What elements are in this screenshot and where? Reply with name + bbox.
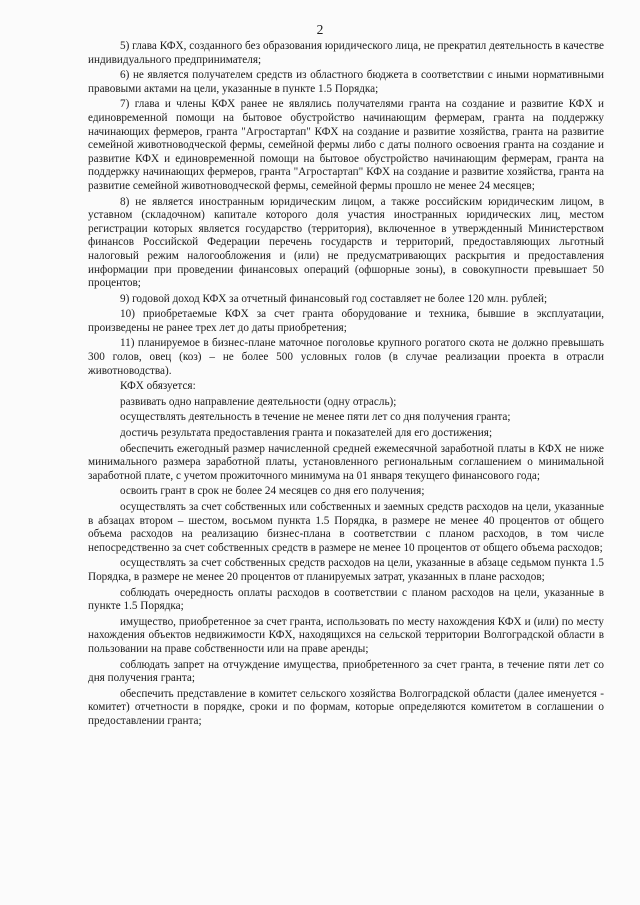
- obligation-paragraph: обеспечить ежегодный размер начисленной средней ежемесячной заработной платы в КФХ не ниже минимального размера заработной платы, установленного региональным соглашением о минимальной заработной плате, с учетом прожиточного минимума на 01 января текущего финансового года;: [88, 442, 604, 482]
- obligation-paragraph: достичь результата предоставления гранта и показателей для его достижения;: [120, 427, 493, 440]
- paragraph-item-6: 6) не является получателем средств из областного бюджета в соответствии с иными нормативными правовыми актами на цели, указанные в пункте 1.5 Порядка;: [88, 69, 604, 95]
- paragraph-item-9: 9) годовой доход КФХ за отчетный финансовый год составляет не более 120 млн. рублей;: [120, 292, 548, 305]
- page-number: 2: [316, 22, 324, 37]
- obligation-paragraph: осуществлять за счет собственных средств расходов на цели, указанные в абзаце седьмом пункта 1.5 Порядка, в размере не менее 20 процентов от планируемых затрат, указанных в плане расходов;: [88, 557, 604, 583]
- paragraph-item-7: 7) глава и члены КФХ ранее не являлись получателями гранта на создание и развитие КФХ и единовременной помощи на бытовое обустройство начинающим фермерам, гранта на поддержку начинающих фермеров, гранта "Агростартап" КФХ на создание и развитие хозяйства, гранта на развитие семейной животноводческой фермы, семейной фермы либо с даты полного освоения гранта на создание и развитие КФХ и единовременной помощи на бытовое обустройство начинающим фермерам, гранта на поддержку начинающих фермеров, гранта "Агростартап" КФХ на создание и развитие хозяйства, гранта на развитие семейной животноводческой фермы, семейной фермы прошло не менее 24 месяцев;: [88, 98, 604, 192]
- obligation-paragraph: соблюдать запрет на отчуждение имущества, приобретенного за счет гранта, в течение пяти лет со дня получения гранта;: [88, 658, 604, 685]
- obligation-paragraph: осуществлять деятельность в течение не менее пяти лет со дня получения гранта;: [120, 411, 511, 424]
- obligation-paragraph: соблюдать очередность оплаты расходов в соответствии с планом расходов на цели, указанные в пункте 1.5 Порядка;: [88, 586, 604, 613]
- obligation-paragraph: имущество, приобретенное за счет гранта, использовать по месту нахождения КФХ и (или) по месту нахождения объектов недвижимости КФХ, находящихся на сельской территории Волгоградской области в пользовании на праве собственности или на праве аренды;: [88, 615, 604, 655]
- paragraph-item-10: 10) приобретаемые КФХ за счет гранта оборудование и техника, бывшие в эксплуатации, произведены не ранее трех лет до даты приобретения;: [88, 308, 604, 334]
- obligation-paragraph: освоить грант в срок не более 24 месяцев со дня его получения;: [120, 485, 425, 498]
- paragraph-item-5: 5) глава КФХ, созданного без образования юридического лица, не прекратил деятельность в качестве индивидуального предпринимателя;: [88, 40, 604, 66]
- paragraph-item-11: 11) планируемое в бизнес-плане маточное поголовье крупного рогатого скота не должно превышать 300 голов, овец (коз) – не более 500 условных голов (в случае реализации проекта в отрасли животноводства).: [88, 337, 604, 377]
- obligation-paragraph: развивать одно направление деятельности (одну отрасль);: [120, 395, 397, 408]
- obligations-heading: КФХ обязуется:: [120, 380, 196, 393]
- document-body: [88, 40, 604, 729]
- paragraph-item-8: 8) не является иностранным юридическим лицом, а также российским юридическим лицом, в уставном (складочном) капитале которого доля участия иностранных юридических лиц, местом регистрации которых является государство (территория), включенное в утвержденный Министерством финансов Российской Федерации перечень государств и территорий, предоставляющих льготный налоговый режим налогообложения и (или) не предусматривающих раскрытия и предоставления информации при проведении финансовых операций (офшорные зоны), в совокупности превышает 50 процентов;: [88, 195, 604, 290]
- obligation-paragraph: осуществлять за счет собственных или собственных и заемных средств расходов на цели, указанные в абзацах втором – шестом, восьмом пункта 1.5 Порядка, в размере не менее 40 процентов от общего объема расходов на реализацию бизнес-плана в соответствии с планом расходов, в том числе непосредственно за счет собственных средств в размере не менее 10 процентов от общего объема расходов;: [88, 501, 604, 554]
- obligation-paragraph: обеспечить представление в комитет сельского хозяйства Волгоградской области (далее именуется - комитет) отчетности в порядке, сроки и по формам, которые определяются комитетом в соглашении о предоставлении гранта;: [88, 687, 604, 727]
